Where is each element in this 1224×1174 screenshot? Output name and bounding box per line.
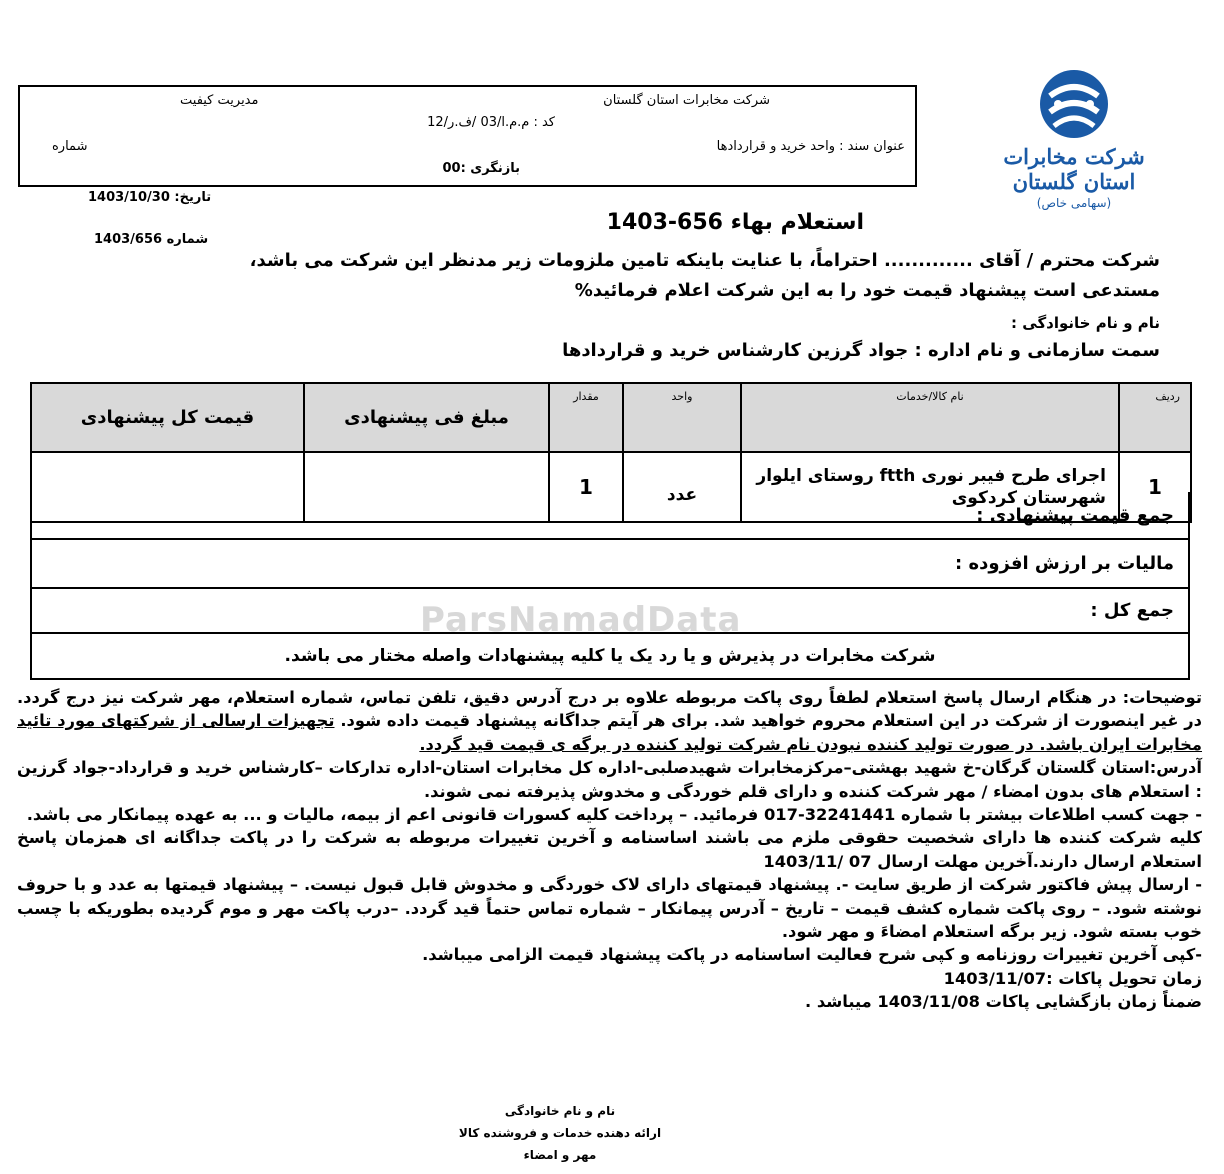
col-unit-price-header: مبلغ فی پیشنهادی [304,383,549,452]
grand-total-row [32,589,1188,634]
cell-item: اجرای طرح فیبر نوری ftth روستای ایلوار شهرستان کردکوی [741,452,1119,522]
col-total-header: قیمت کل پیشنهادی [31,383,304,452]
document-header-box [18,85,917,187]
cell-unit: عدد [623,452,741,522]
note-2: آدرس:استان گلستان گرگان-خ شهید بهشتی–مرکزمخابرات شهیدصلبی-اداره کل مخابرات استان-اداره تدارکات –کارشناس خرید و قرارداد-جواد گرزین : استعلام های بدون امضاء / مهر شرکت کننده و دارای قلم خوردگی و مخدوش پذیرفته نمی شوند. [17,758,1202,801]
doc-number: شماره 1403/656 [94,232,209,247]
signature-block [430,1100,690,1166]
disclaimer-row [32,634,1188,678]
note-1-text: توضیحات: در هنگام ارسال پاسخ استعلام لطفاً روی پاکت مربوطه علاوه بر درج آدرس دقیق، تلفن تماس، شماره استعلام، مهر شرکت نیز درج گردد. در غیر اینصورت از شرکت در این استعلام محروم خواهید شد. برای هر آیتم جداگانه پیشنهاد قیمت داده شود. [17,688,1202,731]
grand-total-label: جمع کل : [1090,600,1174,621]
col-item-header: نام کالا/خدمات [741,383,1119,452]
company-logo [994,68,1154,210]
header-quality: مدیریت کیفیت [180,93,259,108]
header-code: کد : م.م.ا/03 /ف.ر/12 [427,115,555,130]
cell-row: 1 [1119,452,1191,522]
col-row-header: ردیف [1119,383,1191,452]
col-unit-header: واحد [623,383,741,452]
note-5: - ارسال پیش فاکتور شرکت از طریق سایت -. پیشنهاد قیمتهای دارای لاک خوردگی و مخدوش قابل قبول نیست. – پیشنهاد قیمتها به عدد و با حروف نوشته شود. – روی پاکت شماره کشف قیمت – تاریخ – آدرس پیمانکار – شماره تماس حتماً قید گردد. –درب پاکت مهر و موم گردیده بطوریکه با چسب خوب بسته شود. زیر برگه استعلام امضاءَ و مهر شود. [17,875,1202,942]
header-revision: بازنگری :00 [442,161,520,176]
logo-brand-text: شرکت مخابرات استان گلستان [1003,144,1145,194]
vat-label: مالیات بر ارزش افزوده : [954,553,1174,574]
note-8: ضمناً زمان بازگشایی پاکات 1403/11/08 میباشد . [804,992,1202,1012]
disclaimer: شرکت مخابرات در پذیرش و یا رد یک یا کلیه پیشنهادات واصله مختار می باشد. [284,646,936,666]
col-qty-header: مقدار [549,383,623,452]
sum-row [32,492,1188,540]
note-1 [17,686,1202,756]
intro-line1: شرکت محترم / آقای ............. احتراماً، با عنایت باینکه تامین ملزومات زیر مدنظر این شرکت می باشد، [249,250,1160,271]
doc-date: تاریخ: 1403/10/30 [88,190,212,205]
sum-label: جمع قیمت پیشنهادی : [976,504,1174,526]
signature-line3: مهر و امضاء [523,1148,597,1162]
signature-line1: نام و نام خانوادگی [504,1104,616,1118]
table-header-row [31,383,1191,452]
intro-line2: مستدعی است پیشنهاد قیمت خود را به این شرکت اعلام فرمائید% [574,280,1160,301]
note-7: زمان تحویل پاکات :1403/11/07 [943,968,1202,988]
logo-sub-text: (سهامی خاص) [1036,196,1112,210]
note-3: - جهت کسب اطلاعات بیشتر با شماره 32241441-017 فرمائید. – پرداخت کلیه کسورات قانونی اعم از بیمه، مالیات و ... به عهده پیمانکار می باشد. [26,805,1202,825]
watermark: ParsNamadData [420,600,742,640]
notes-section [17,686,1202,1014]
position-line: سمت سازمانی و نام اداره : جواد گرزین کارشناس خرید و قراردادها [562,340,1160,361]
totals-section [30,492,1190,680]
vat-row [32,540,1188,589]
header-company: شرکت مخابرات استان گلستان [603,93,770,108]
cell-qty: 1 [549,452,623,522]
logo-emblem-icon [1038,68,1110,140]
header-doc-title: عنوان سند : واحد خرید و قراردادها [716,139,905,154]
name-label: نام و نام خانوادگی : [1011,314,1160,332]
header-number-label: شماره [52,139,88,154]
signature-line2: ارائه دهنده خدمات و فروشنده کالا [458,1126,662,1140]
note-4: کلیه شرکت کننده ها دارای شخصیت حقوقی ملزم می باشند اساسنامه و آخرین تغییرات مربوطه به شرکت را در پاکت جداگانه ای همزمان پاسخ استعلام ارسال دارند.آخرین مهلت ارسال 07 /1403/11 [17,828,1202,871]
note-6: -کپی آخرین تغییرات روزنامه و کپی شرح فعالیت اساسنامه در پاکت پیشنهاد قیمت الزامی میباشد. [422,945,1202,965]
note-1-underlined: تجهیزات ارسالی از شرکتهای مورد تائید مخابرات ایران باشد. در صورت تولید کننده نبودن نام شرکت تولید کننده در برگه ی قیمت قید گردد. [17,711,1202,754]
page-title: استعلام بهاء 656-1403 [606,210,864,235]
